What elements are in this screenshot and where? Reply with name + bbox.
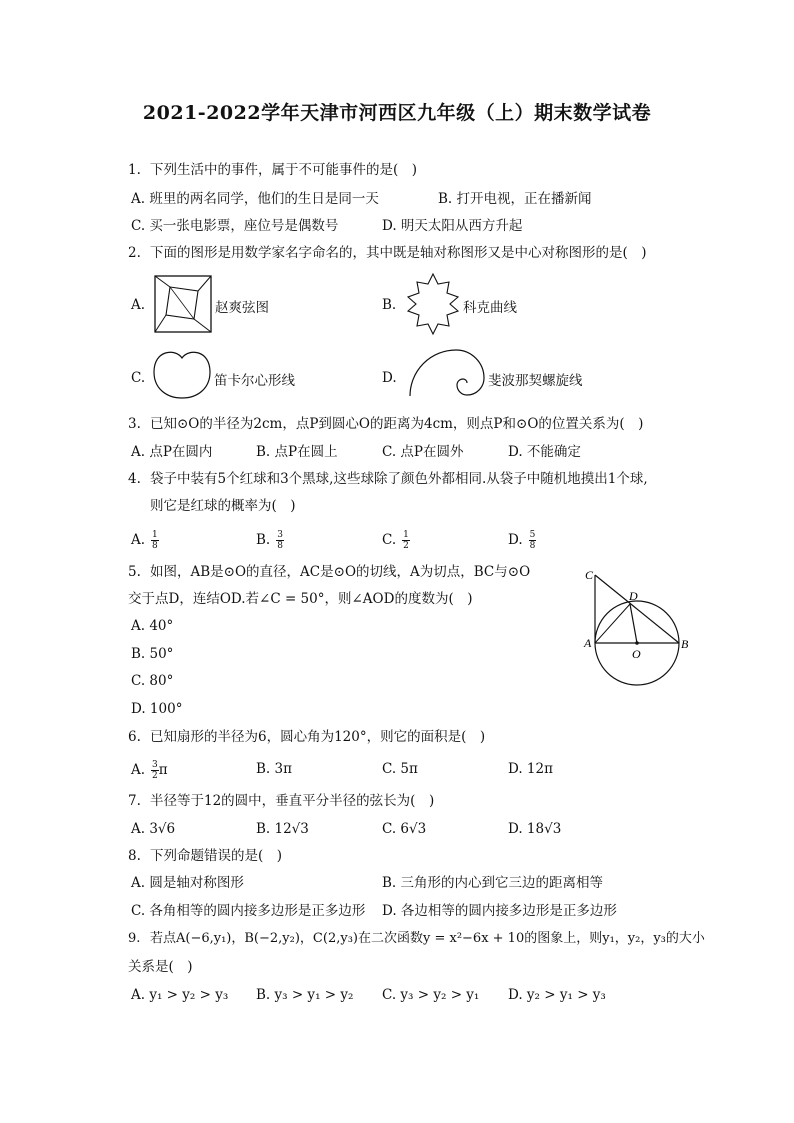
page-title: 2021-2022学年天津市河西区九年级（上）期末数学试卷 [142, 102, 652, 124]
q7-option-d[interactable]: D. 18√3 [508, 821, 562, 837]
question-6: 6. 已知扇形的半径为6，圆心角为120°，则它的面积是( ) [128, 729, 486, 745]
question-2: 2. 下面的图形是用数学家名字命名的，其中既是轴对称图形又是中心对称图形的是( ) [128, 245, 647, 261]
question-9-cont: 关系是( ) [128, 959, 193, 975]
figure-label-fibonacci: 斐波那契螺旋线 [488, 373, 583, 389]
q1-option-a[interactable]: A. 班里的两名同学，他们的生日是同一天 [131, 191, 379, 207]
fraction: $\frac{1}{8}$ [152, 530, 158, 551]
question-7: 7. 半径等于12的圆中，垂直平分半径的弦长为( ) [128, 793, 435, 809]
question-8: 8. 下列命题错误的是( ) [128, 848, 283, 864]
q1-option-c[interactable]: C. 买一张电影票，座位号是偶数号 [131, 218, 339, 234]
q8-option-a[interactable]: A. 圆是轴对称图形 [131, 875, 244, 891]
q3-option-c[interactable]: C. 点P在圆外 [382, 444, 464, 460]
circle-tangent-figure [578, 562, 698, 690]
q5-option-a[interactable]: A. 40° [131, 618, 174, 634]
q2-option-a[interactable]: A. [131, 297, 146, 313]
q5-option-d[interactable]: D. 100° [131, 701, 183, 717]
center-point [635, 641, 639, 645]
q4-option-d[interactable]: D. $\frac{5}{8}$ [508, 530, 536, 551]
koch-snowflake [402, 272, 464, 336]
q9-option-b[interactable]: B. y₃ > y₁ > y₂ [256, 987, 354, 1003]
question-4-cont: 则它是红球的概率为( ) [150, 498, 296, 514]
figure-label-zhao: 赵爽弦图 [215, 300, 269, 316]
question-4: 4. 袋子中装有5个红球和3个黑球,这些球除了颜色外都相同.从袋子中随机地摸出1个球, [128, 471, 648, 487]
fibonacci-spiral [408, 346, 486, 398]
q2-option-c[interactable]: C. [131, 370, 146, 386]
q7-option-b[interactable]: B. 12√3 [256, 821, 309, 837]
q8-option-c[interactable]: C. 各角相等的圆内接多边形是正多边形 [131, 903, 366, 919]
fraction: $\frac{5}{8}$ [529, 530, 536, 551]
q9-option-d[interactable]: D. y₂ > y₁ > y₃ [508, 987, 606, 1003]
q5-option-b[interactable]: B. 50° [131, 646, 174, 662]
question-1: 1. 下列生活中的事件，属于不可能事件的是( ) [128, 162, 418, 178]
fraction: $\frac{3}{2}$ [152, 760, 158, 781]
figure-label-koch: 科克曲线 [463, 300, 517, 316]
q3-option-d[interactable]: D. 不能确定 [508, 444, 581, 460]
segment-od [630, 604, 637, 643]
cardioid-curve [151, 348, 213, 400]
q5-option-c[interactable]: C. 80° [131, 673, 174, 689]
q6-option-c[interactable]: C. 5π [382, 761, 418, 777]
q6-option-d[interactable]: D. 12π [508, 761, 553, 777]
q1-option-b[interactable]: B. 打开电视，正在播新闻 [438, 191, 592, 207]
q4-option-c[interactable]: C. $\frac{1}{2}$ [382, 530, 409, 551]
zhao-shuang-diagram [153, 274, 213, 334]
q9-option-a[interactable]: A. y₁ > y₂ > y₃ [131, 987, 229, 1003]
label-c: C [585, 568, 594, 582]
fraction: $\frac{3}{8}$ [277, 530, 283, 551]
q9-option-c[interactable]: C. y₃ > y₂ > y₁ [382, 987, 480, 1003]
q8-option-d[interactable]: D. 各边相等的圆内接多边形是正多边形 [382, 903, 617, 919]
q4-option-a[interactable]: A. $\frac{1}{8}$ [131, 530, 158, 551]
q8-option-b[interactable]: B. 三角形的内心到它三边的距离相等 [382, 875, 604, 891]
label-d: D [629, 589, 638, 603]
question-5-cont: 交于点D，连结OD.若∠C = 50°，则∠AOD的度数为( ) [128, 591, 473, 607]
q3-option-a[interactable]: A. 点P在圆内 [131, 444, 213, 460]
q7-option-a[interactable]: A. 3√6 [131, 821, 176, 837]
label-a: A [584, 636, 592, 650]
q1-option-d[interactable]: D. 明天太阳从西方升起 [382, 218, 523, 234]
figure-label-cardioid: 笛卡尔心形线 [214, 373, 295, 389]
question-9: 9. 若点A(−6,y₁)，B(−2,y₂)，C(2,y₃)在二次函数y = x²−6x + 10的图象上，则y₁，y₂，y₃的大小 [128, 931, 705, 946]
label-o: O [632, 647, 641, 661]
question-5: 5. 如图，AB是⊙O的直径，AC是⊙O的切线，A为切点，BC与⊙O [128, 564, 531, 580]
q6-option-a[interactable]: A. $\frac{3}{2}$ π [131, 760, 168, 781]
segment-cb [595, 575, 679, 643]
label-b: B [681, 637, 689, 651]
q3-option-b[interactable]: B. 点P在圆上 [256, 444, 338, 460]
fraction: $\frac{1}{2}$ [403, 530, 409, 551]
q2-option-d[interactable]: D. [382, 370, 397, 386]
question-3: 3. 已知⊙O的半径为2cm，点P到圆心O的距离为4cm，则点P和⊙O的位置关系为( ) [128, 416, 644, 432]
q7-option-c[interactable]: C. 6√3 [382, 821, 427, 837]
q4-option-b[interactable]: B. $\frac{3}{8}$ [256, 530, 283, 551]
q6-option-b[interactable]: B. 3π [256, 761, 292, 777]
q2-option-b[interactable]: B. [382, 297, 397, 313]
